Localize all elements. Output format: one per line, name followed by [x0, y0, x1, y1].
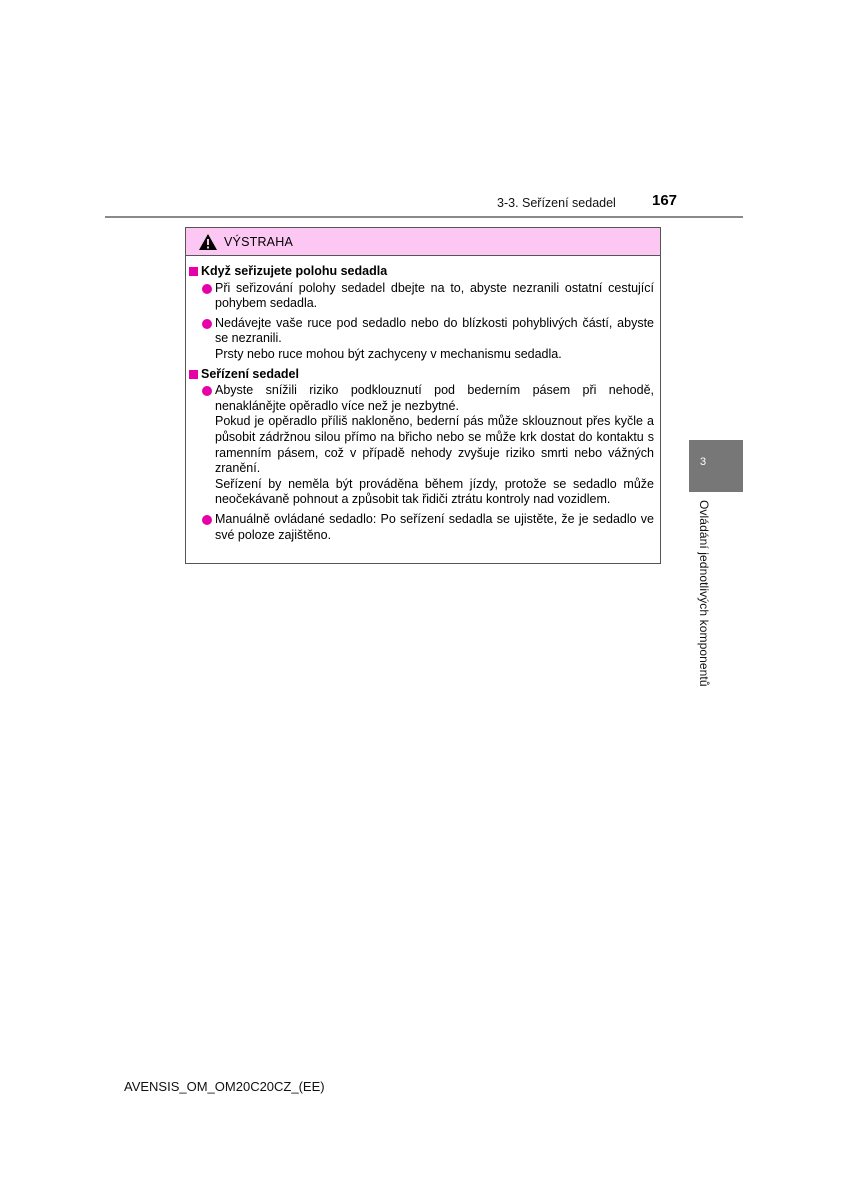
side-chapter-tab [689, 440, 743, 492]
side-chapter-label: Ovládání jednotlivých komponentů [697, 500, 711, 687]
list-item-text: Manuálně ovládané sedadlo: Po seřízení sedadla se ujistěte, že je sedadlo ve své poloze zajištěno. [215, 511, 654, 542]
section-heading-text: Seřízení sedadel [201, 366, 299, 381]
warning-box [185, 227, 661, 564]
page-number: 167 [652, 192, 678, 209]
square-bullet-icon [189, 267, 198, 276]
list-item-text: Pokud je opěradlo příliš nakloněno, bederní pás může sklouznout přes kyčle a působit zádržnou silou přímo na břicho nebo se může krk dostat do kontaktu s ramenním pásem, což v případě nehody zvyšuje riziko smrti nebo vážných zranění. [215, 414, 654, 476]
list-item [189, 383, 654, 508]
circle-bullet-icon [202, 284, 212, 294]
header-section-title: 3-3. Seřízení sedadel [497, 196, 616, 210]
section-heading [189, 367, 654, 383]
warning-triangle-icon [198, 233, 218, 251]
warning-header [186, 228, 660, 256]
section-heading-text: Když seřizujete polohu sedadla [201, 264, 388, 278]
list-item-text: Prsty nebo ruce mohou být zachyceny v mechanismu sedadla. [215, 346, 562, 361]
square-bullet-icon [189, 370, 198, 379]
list-item-text: Abyste snížili riziko podklouznutí pod bederním pásem při nehodě, nenaklánějte opěradlo více než je nezbytné. [215, 383, 654, 413]
list-item-text: Nedávejte vaše ruce pod sedadlo nebo do blízkosti pohyblivých částí, abyste se nezranili. [215, 315, 654, 346]
list-item-text: Při seřizování polohy sedadel dbejte na to, abyste nezranili ostatní cestující pohybem sedadla. [215, 280, 654, 311]
list-item [189, 512, 654, 543]
section-heading [189, 264, 654, 280]
circle-bullet-icon [202, 515, 212, 525]
chapter-number: 3 [700, 456, 707, 468]
warning-section [189, 367, 654, 544]
warning-section [189, 264, 654, 363]
warning-body [186, 256, 660, 543]
circle-bullet-icon [202, 386, 212, 396]
footer-code: AVENSIS_OM_OM20C20CZ_(EE) [124, 1079, 325, 1094]
circle-bullet-icon [202, 319, 212, 329]
header-rule [105, 216, 743, 218]
warning-title: VÝSTRAHA [224, 234, 293, 249]
list-item [189, 281, 654, 312]
list-item-text: Seřízení by neměla být prováděna během jízdy, protože se sedadlo může neočekávaně pohnout a způsobit tak řidiči ztrátu kontroly nad vozidlem. [215, 476, 654, 507]
list-item [189, 316, 654, 363]
